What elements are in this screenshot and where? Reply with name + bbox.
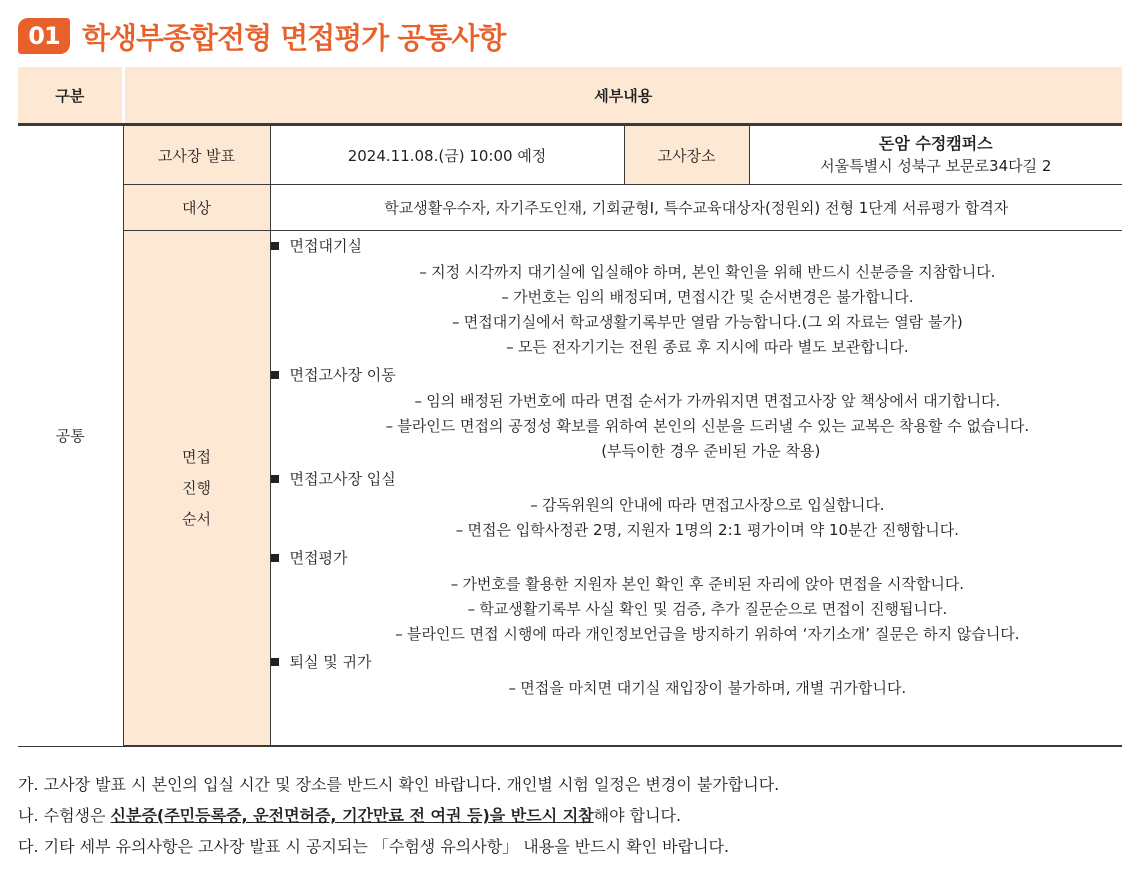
procedure-item-text: 감독위원의 안내에 따라 면접고사장으로 입실합니다. (541, 496, 885, 514)
announce-row (18, 125, 1122, 185)
campus-address: 서울특별시 성북구 보문로34다길 2 (820, 157, 1052, 175)
note-na-prefix: 나. 수험생은 (18, 806, 111, 825)
target-value: 학교생활우수자, 자기주도인재, 기회균형Ⅰ, 특수교육대상자(정원외) 전형 1단계 서류평가 합격자 (270, 185, 1122, 231)
section-title: 학생부종합전형 면접평가 공통사항 (82, 20, 506, 55)
square-bullet-icon (271, 371, 279, 379)
procedure-section-title (271, 464, 1123, 493)
procedure-item (271, 285, 1123, 310)
dash-bullet-icon: – (508, 679, 517, 697)
procedure-item-text: 블라인드 면접 시행에 따라 개인정보언급을 방지하기 위하여 ‘자기소개’ 질문은 하지 않습니다. (406, 625, 1020, 643)
note-na-emphasis: 신분증(주민등록증, 운전면허증, 기간만료 전 여권 등)을 반드시 지참 (110, 806, 594, 825)
procedure-label-line: 면접 (182, 447, 211, 466)
target-label: 대상 (123, 185, 270, 231)
procedure-item (271, 676, 1123, 701)
category-cell: 공통 (18, 125, 123, 747)
dash-bullet-icon: – (450, 575, 459, 593)
procedure-item (271, 518, 1123, 543)
dash-bullet-icon: – (395, 625, 403, 643)
venue-value (749, 125, 1122, 185)
procedure-item-text: 면접을 마치면 대기실 재입장이 불가하며, 개별 귀가합니다. (520, 679, 907, 697)
procedure-item-text: 임의 배정된 가번호에 따라 면접 순서가 가까워지면 면접고사장 앞 책상에서 대기합니다. (426, 392, 1001, 410)
procedure-item (271, 260, 1123, 285)
procedure-section-title (271, 543, 1123, 572)
section-header (18, 14, 505, 58)
procedure-item-text: 가번호를 활용한 지원자 본인 확인 후 준비된 자리에 앉아 면접을 시작합니다. (462, 575, 965, 593)
note-na-suffix: 해야 합니다. (593, 806, 682, 825)
dash-bullet-icon: – (467, 600, 476, 618)
procedure-item-text: 면접대기실에서 학교생활기록부만 열람 가능합니다.(그 외 자료는 열람 불가) (463, 313, 963, 331)
interview-table (18, 67, 1122, 747)
section-title-text: 면접고사장 이동 (289, 365, 396, 384)
procedure-label-line: 순서 (182, 509, 211, 528)
square-bullet-icon (271, 554, 279, 562)
dash-bullet-icon: – (530, 496, 538, 514)
dash-bullet-icon: – (506, 338, 514, 356)
procedure-item-text: 모든 전자기기는 전원 종료 후 지시에 따라 별도 보관합니다. (517, 338, 909, 356)
notes (18, 770, 779, 863)
dash-bullet-icon: – (414, 392, 422, 410)
dash-bullet-icon: – (419, 263, 427, 281)
announce-label: 고사장 발표 (123, 125, 270, 185)
section-title-text: 면접평가 (289, 548, 348, 567)
procedure-section-title (271, 647, 1123, 676)
venue-label: 고사장소 (624, 125, 749, 185)
square-bullet-icon (271, 658, 279, 666)
section-title-text: 면접대기실 (289, 236, 362, 255)
procedure-label-line: 진행 (182, 478, 211, 497)
square-bullet-icon (271, 475, 279, 483)
procedure-item (271, 622, 1123, 647)
procedure-item-text: 지정 시각까지 대기실에 입실해야 하며, 본인 확인을 위해 반드시 신분증을 지참합니다. (431, 263, 996, 281)
procedure-item-text: 가번호는 임의 배정되며, 면접시간 및 순서변경은 불가합니다. (513, 288, 914, 306)
announce-date: 2024.11.08.(금) 10:00 예정 (270, 125, 624, 185)
procedure-item-text: 면접은 입학사정관 2명, 지원자 1명의 2:1 평가이며 약 10분간 진행합니다. (467, 521, 960, 539)
dash-bullet-icon: – (385, 417, 394, 435)
procedure-item (271, 414, 1123, 439)
square-bullet-icon (271, 242, 279, 250)
note-ga: 가. 고사장 발표 시 본인의 입실 시간 및 장소를 반드시 확인 바랍니다. 개인별 시험 일정은 변경이 불가합니다. (18, 775, 780, 794)
procedure-item (271, 572, 1123, 597)
procedure-section-title (271, 231, 1123, 260)
procedure-item (271, 493, 1123, 518)
procedure-item (271, 335, 1123, 360)
dash-bullet-icon: – (501, 288, 509, 306)
section-title-text: 퇴실 및 귀가 (289, 652, 372, 671)
procedure-row (18, 231, 1122, 747)
table-header-row (18, 67, 1122, 125)
dash-bullet-icon: – (451, 313, 460, 331)
procedure-section-title (271, 360, 1123, 389)
header-category: 구분 (18, 67, 123, 125)
note-na (18, 801, 779, 832)
procedure-label (123, 231, 270, 747)
procedure-item (271, 597, 1123, 622)
procedure-item (271, 389, 1123, 414)
procedure-item-text: 블라인드 면접의 공정성 확보를 위하여 본인의 신분을 드러낼 수 있는 교복은 착용할 수 없습니다. (397, 417, 1030, 435)
note-da: 다. 기타 세부 유의사항은 고사장 발표 시 공지되는 「수험생 유의사항」 내용을 반드시 확인 바랍니다. (18, 837, 730, 856)
campus-name: 돈암 수정캠퍼스 (878, 134, 993, 153)
target-row (18, 185, 1122, 231)
procedure-item-continuation: (부득이한 경우 준비된 가운 착용) (601, 442, 821, 460)
section-title-text: 면접고사장 입실 (289, 469, 396, 488)
procedure-item (271, 310, 1123, 335)
header-details: 세부내용 (123, 67, 1122, 125)
procedure-content (270, 231, 1122, 747)
dash-bullet-icon: – (455, 521, 464, 539)
procedure-item-text: 학교생활기록부 사실 확인 및 검증, 추가 질문순으로 면접이 진행됩니다. (479, 600, 948, 618)
section-number-badge: 01 (18, 18, 70, 54)
